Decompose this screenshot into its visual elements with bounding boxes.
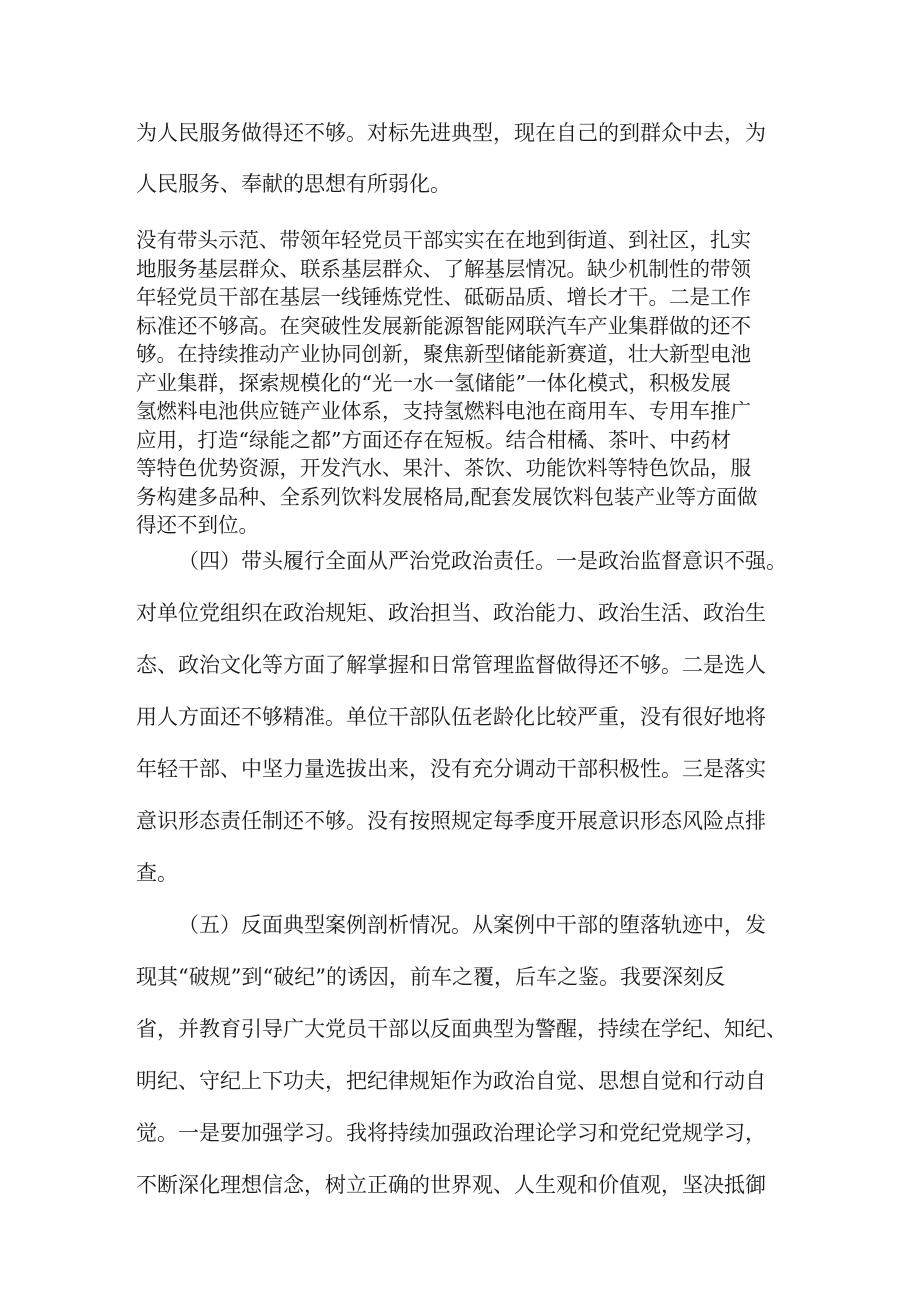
- text-line: 等特色优势资源，开发汽水、果汁、茶饮、功能饮料等特色饮品，服: [136, 456, 751, 480]
- section-heading-line: （五）反面典型案例剖析情况。从案例中干部的堕落轨迹中，发: [178, 913, 766, 937]
- text-line: 省，并教育引导广大党员干部以反面典型为警醒，持续在学纪、知纪、: [136, 1017, 787, 1041]
- text-line: 意识形态责任制还不够。没有按照规定每季度开展意识形态风险点排: [136, 809, 766, 833]
- text-line: 标准还不够高。在突破性发展新能源智能网联汽车产业集群做的还不: [136, 314, 751, 338]
- text-line: 态、政治文化等方面了解掌握和日常管理监督做得还不够。二是选人: [136, 653, 766, 677]
- section-heading-line: （四）带头履行全面从严治党政治责任。一是政治监督意识不强。: [178, 549, 787, 573]
- text-line: 不断深化理想信念，树立正确的世界观、人生观和价值观，坚决抵御: [136, 1173, 766, 1197]
- text-line: 人民服务、奉献的思想有所弱化。: [136, 172, 451, 196]
- text-line: 得还不到位。: [136, 513, 259, 537]
- text-line: 用人方面还不够精准。单位干部队伍老龄化比较严重，没有很好地将: [136, 705, 766, 729]
- text-line: 没有带头示范、带领年轻党员干部实实在在地到街道、到社区，扎实: [136, 228, 751, 252]
- text-line: 年轻干部、中坚力量选拔出来，没有充分调动干部积极性。三是落实: [136, 757, 766, 781]
- text-line: 明纪、守纪上下功夫，把纪律规矩作为政治自觉、思想自觉和行动自: [136, 1069, 766, 1093]
- text-line: 氢燃料电池供应链产业体系，支持氢燃料电池在商用车、专用车推广: [136, 399, 751, 423]
- text-line: 应用，打造“绿能之都”方面还存在短板。结合柑橘、茶叶、中药材: [136, 428, 731, 452]
- text-line: 务构建多品种、全系列饮料发展格局,配套发展饮料包装产业等方面做: [136, 485, 758, 509]
- text-line: 地服务基层群众、联系基层群众、了解基层情况。缺少机制性的带领: [136, 257, 751, 281]
- text-line: 对单位党组织在政治规矩、政治担当、政治能力、政治生活、政治生: [136, 601, 766, 625]
- text-line: 觉。一是要加强学习。我将持续加强政治理论学习和党纪党规学习，: [136, 1121, 766, 1145]
- text-line: 够。在持续推动产业协同创新，聚焦新型储能新赛道，壮大新型电池: [136, 342, 751, 366]
- text-line: 现其“破规”到“破纪”的诱因，前车之覆，后车之鉴。我要深刻反: [136, 965, 725, 989]
- text-line: 年轻党员干部在基层一线锤炼党性、砥砺品质、增长才干。二是工作: [136, 285, 751, 309]
- text-line: 查。: [136, 861, 178, 885]
- text-line: 为人民服务做得还不够。对标先进典型，现在自己的到群众中去，为: [136, 121, 766, 145]
- text-line: 产业集群，探索规模化的“光一水一氢储能”一体化模式，积极发展: [136, 371, 731, 395]
